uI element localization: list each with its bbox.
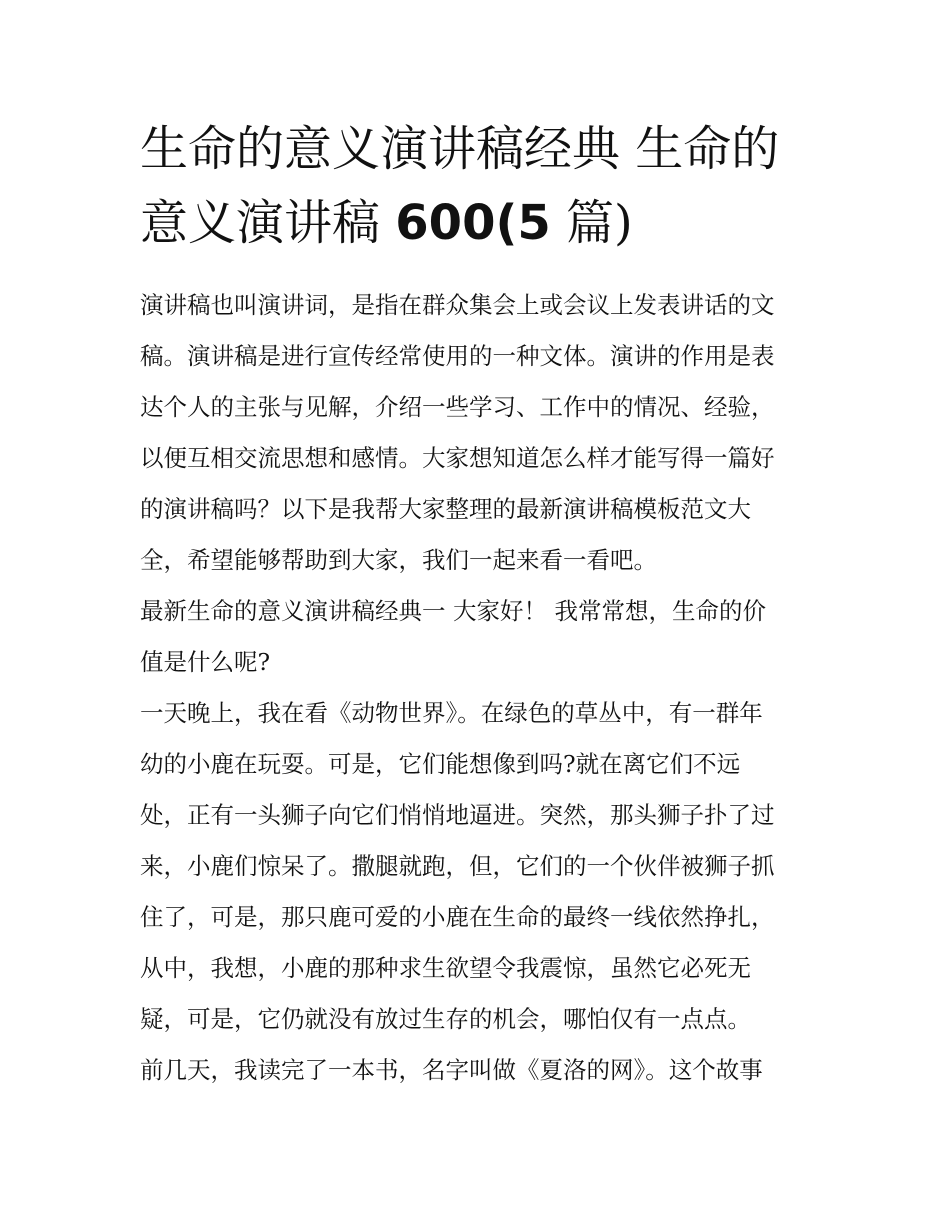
text-line: 最新生命的意义演讲稿经典一 大家好！ 我常常想，生命的价 xyxy=(140,597,766,625)
title-line-2-text: 意义演讲稿 xyxy=(140,195,396,251)
text-line: 来，小鹿们惊呆了。撒腿就跑，但，它们的一个伙伴被狮子抓 xyxy=(140,852,775,880)
text-line: 住了，可是，那只鹿可爱的小鹿在生命的最终一线依然挣扎， xyxy=(140,903,775,931)
paragraph-intro xyxy=(140,280,812,586)
text-line: 从中，我想，小鹿的那种求生欲望令我震惊，虽然它必死无 xyxy=(140,954,751,982)
text-line: 达个人的主张与见解，介绍一些学习、工作中的情况、经验， xyxy=(140,393,775,421)
text-line: 全，希望能够帮助到大家，我们一起来看一看吧。 xyxy=(140,546,657,574)
title-line-2-end: 篇) xyxy=(550,195,633,251)
document-body xyxy=(140,280,812,1096)
text-line: 幼的小鹿在玩耍。可是，它们能想像到吗?就在离它们不远 xyxy=(140,750,741,778)
title-line-2-number: 600(5 xyxy=(395,195,551,251)
text-line: 一天晚上，我在看《动物世界》。在绿色的草丛中，有一群年 xyxy=(140,699,763,727)
document-title xyxy=(140,112,820,260)
paragraph-deer-story xyxy=(140,688,812,1045)
paragraph-book-story xyxy=(140,1045,812,1096)
text-line: 处，正有一头狮子向它们悄悄地逼进。突然，那头狮子扑了过 xyxy=(140,801,775,829)
title-line-1: 生命的意义演讲稿经典 生命的 xyxy=(140,121,780,177)
text-line: 的演讲稿吗？以下是我帮大家整理的最新演讲稿模板范文大 xyxy=(140,495,751,523)
title-line-2 xyxy=(140,186,820,260)
text-line: 前几天，我读完了一本书，名字叫做《夏洛的网》。这个故事 xyxy=(140,1056,763,1084)
text-line: 稿。演讲稿是进行宣传经常使用的一种文体。演讲的作用是表 xyxy=(140,342,775,370)
text-line: 以便互相交流思想和感情。大家想知道怎么样才能写得一篇好 xyxy=(140,444,775,472)
text-line: 演讲稿也叫演讲词，是指在群众集会上或会议上发表讲话的文 xyxy=(140,291,775,319)
paragraph-speech-opening xyxy=(140,586,812,688)
text-line: 疑，可是，它仍就没有放过生存的机会，哪怕仅有一点点。 xyxy=(140,1005,751,1033)
text-line: 值是什么呢? xyxy=(140,648,271,676)
